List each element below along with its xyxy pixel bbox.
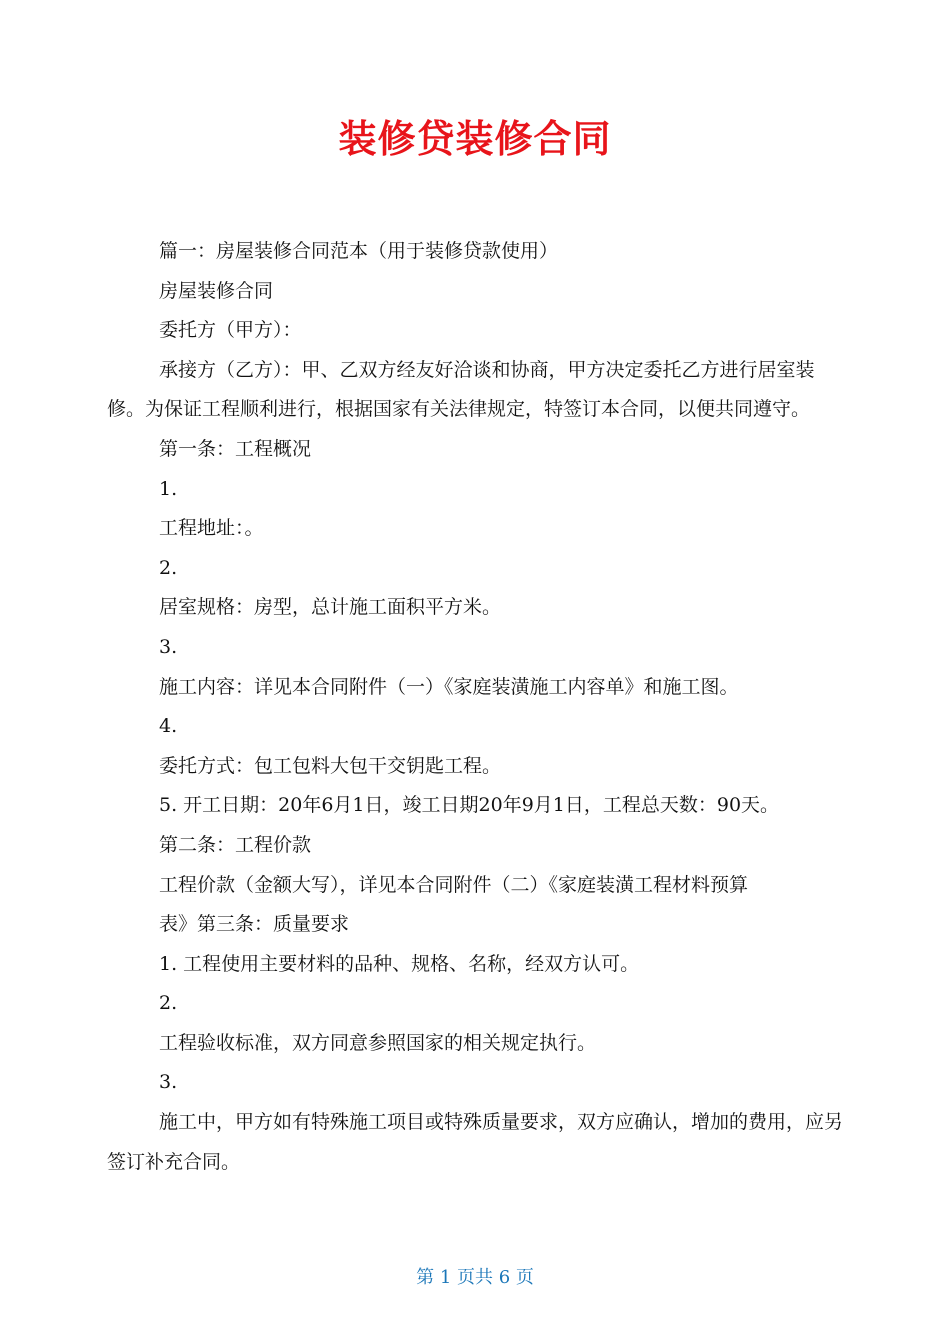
page-footer: 第 1 页共 6 页 (416, 1267, 534, 1288)
section-heading: 第一条：工程概况 (159, 437, 312, 460)
paragraph: 施工中，甲方如有特殊施工项目或特殊质量要求，双方应确认，增加的费用，应另签订补充合同。 (107, 1111, 844, 1173)
paragraph: 房屋装修合同 (159, 279, 274, 302)
paragraph: 承接方（乙方）：甲、乙双方经友好洽谈和协商，甲方决定委托乙方进行居室装修。为保证工程顺利进行，根据国家有关法律规定，特签订本合同，以便共同遵守。 (107, 358, 815, 421)
paragraph: 委托方式：包工包料大包干交钥匙工程。 (159, 754, 502, 777)
paragraph: 1. 工程使用主要材料的品种、规格、名称，经双方认可。 (159, 952, 640, 975)
list-number: 3. (159, 1071, 178, 1094)
paragraph: 篇一：房屋装修合同范本（用于装修贷款使用） (159, 240, 559, 262)
paragraph: 施工内容：详见本合同附件（一）《家庭装潢施工内容单》和施工图。 (159, 675, 739, 698)
list-number: 2. (159, 556, 178, 579)
list-number: 4. (159, 715, 178, 738)
document-body (107, 232, 843, 1182)
paragraph: 居室规格：房型，总计施工面积平方米。 (159, 596, 502, 619)
list-number: 1. (159, 477, 178, 500)
document-title: 装修贷装修合同 (338, 117, 612, 161)
paragraph: 工程价款（金额大写），详见本合同附件（二）《家庭装潢工程材料预算 (159, 873, 749, 896)
paragraph: 5. 开工日期：20年6月1日，竣工日期20年9月1日，工程总天数：90天。 (159, 794, 780, 817)
list-number: 3. (159, 635, 178, 658)
paragraph: 表》第三条：质量要求 (159, 913, 350, 936)
list-number: 2. (159, 992, 178, 1015)
section-heading: 第二条：工程价款 (159, 833, 312, 856)
paragraph: 工程地址：。 (159, 517, 264, 540)
paragraph: 工程验收标准，双方同意参照国家的相关规定执行。 (159, 1031, 597, 1054)
paragraph: 委托方（甲方）： (159, 319, 302, 342)
